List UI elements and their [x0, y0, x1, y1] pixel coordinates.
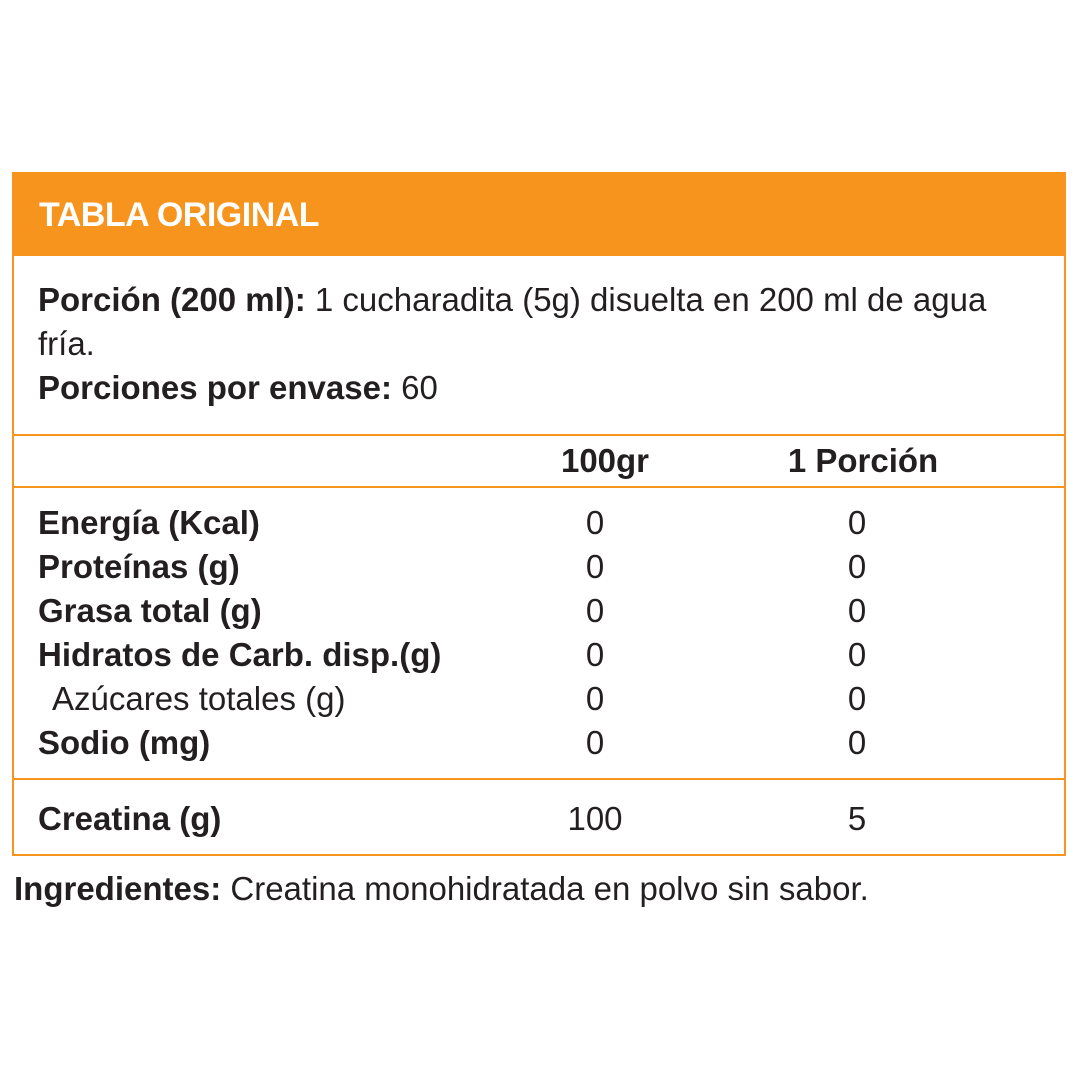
table-row [14, 724, 1064, 768]
divider [14, 778, 1064, 780]
row-value-portion: 0 [847, 592, 867, 629]
serving-info [38, 278, 1058, 410]
divider [14, 486, 1064, 488]
table-row [14, 504, 1064, 548]
servings-value: 60 [391, 369, 438, 406]
portion-value: 1 cucharadita (5g) disuelta en 200 ml de agua [305, 281, 987, 318]
portion-label: Porción (200 ml): [38, 281, 306, 318]
row-label: Energía (Kcal) [38, 504, 260, 541]
table-row [14, 680, 1064, 724]
table-row [14, 636, 1064, 680]
column-header-portion: 1 Porción [787, 442, 939, 479]
row-value-100gr: 0 [585, 724, 605, 761]
table-row-creatine [14, 800, 1064, 844]
ingredients-label: Ingredientes: [14, 870, 222, 907]
portion-line [38, 278, 1058, 322]
row-label: Creatina (g) [38, 800, 222, 837]
row-value-portion: 0 [847, 724, 867, 761]
row-value-100gr: 0 [585, 680, 605, 717]
nutrition-table [12, 172, 1066, 856]
portion-value-continued: fría. [38, 325, 95, 362]
row-label: Sodio (mg) [38, 724, 211, 761]
table-title: TABLA ORIGINAL [39, 195, 320, 234]
ingredients-line [14, 870, 869, 908]
row-value-portion: 0 [847, 636, 867, 673]
row-value-100gr: 0 [585, 548, 605, 585]
servings-line [38, 366, 1058, 410]
row-value-portion: 0 [847, 680, 867, 717]
row-value-portion: 5 [847, 800, 867, 837]
row-value-100gr: 0 [585, 592, 605, 629]
table-row [14, 548, 1064, 592]
row-value-portion: 0 [847, 504, 867, 541]
column-header-100gr: 100gr [560, 442, 650, 479]
row-label: Proteínas (g) [38, 548, 240, 585]
row-value-100gr: 0 [585, 504, 605, 541]
ingredients-value: Creatina monohidratada en polvo sin sabor. [221, 870, 869, 907]
row-label: Azúcares totales (g) [52, 680, 346, 717]
row-value-portion: 0 [847, 548, 867, 585]
divider [14, 434, 1064, 436]
table-header [14, 174, 1064, 256]
row-value-100gr: 0 [585, 636, 605, 673]
table-row [14, 592, 1064, 636]
row-label: Grasa total (g) [38, 592, 262, 629]
servings-label: Porciones por envase: [38, 369, 392, 406]
row-label: Hidratos de Carb. disp.(g) [38, 636, 442, 673]
row-value-100gr: 100 [567, 800, 623, 837]
